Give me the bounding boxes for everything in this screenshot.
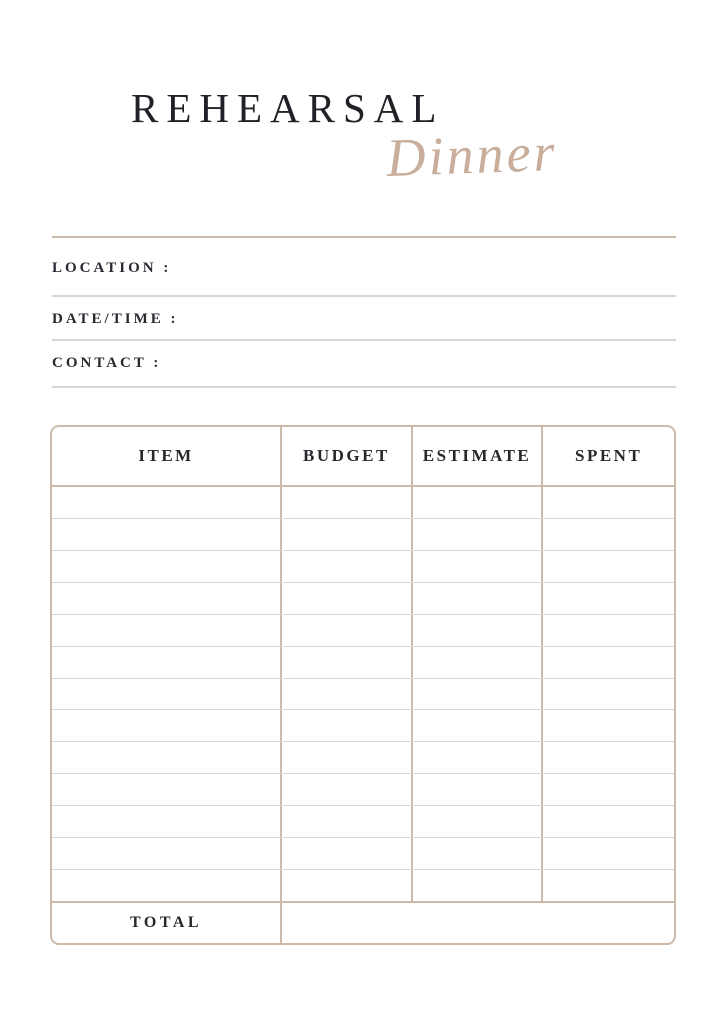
table-row [52, 647, 674, 679]
table-cell[interactable] [413, 742, 544, 773]
table-row [52, 487, 674, 519]
table-cell[interactable] [413, 647, 544, 678]
table-cell[interactable] [52, 551, 282, 582]
table-cell[interactable] [52, 647, 282, 678]
table-row [52, 583, 674, 615]
location-underline [52, 295, 676, 297]
column-header-item: ITEM [52, 427, 282, 485]
table-cell[interactable] [543, 774, 674, 805]
table-row [52, 519, 674, 551]
table-cell[interactable] [413, 806, 544, 837]
table-cell[interactable] [413, 870, 544, 901]
table-row [52, 710, 674, 742]
table-cell[interactable] [282, 710, 413, 741]
table-row [52, 679, 674, 711]
table-row [52, 615, 674, 647]
page-title: REHEARSAL [131, 85, 445, 131]
table-cell[interactable] [52, 742, 282, 773]
column-header-budget: BUDGET [282, 427, 413, 485]
table-cell[interactable] [52, 583, 282, 614]
table-cell[interactable] [413, 838, 544, 869]
table-cell[interactable] [413, 487, 544, 518]
table-cell[interactable] [543, 710, 674, 741]
table-cell[interactable] [282, 806, 413, 837]
budget-table-header [52, 427, 674, 487]
table-cell[interactable] [282, 583, 413, 614]
table-cell[interactable] [543, 615, 674, 646]
table-cell[interactable] [282, 487, 413, 518]
table-cell[interactable] [52, 519, 282, 550]
table-row [52, 838, 674, 870]
field-label-location: LOCATION : [52, 260, 172, 276]
table-cell[interactable] [413, 774, 544, 805]
field-label-date-time: DATE/TIME : [52, 311, 179, 327]
field-label-contact: CONTACT : [52, 355, 162, 371]
date-time-field[interactable] [230, 313, 670, 337]
table-row [52, 774, 674, 806]
table-row [52, 870, 674, 901]
table-cell[interactable] [543, 647, 674, 678]
table-cell[interactable] [52, 774, 282, 805]
table-cell[interactable] [282, 551, 413, 582]
table-row [52, 806, 674, 838]
table-cell[interactable] [413, 615, 544, 646]
table-cell[interactable] [543, 679, 674, 710]
table-cell[interactable] [52, 615, 282, 646]
table-cell[interactable] [543, 742, 674, 773]
page-subtitle-script: Dinner [385, 122, 559, 188]
table-cell[interactable] [52, 487, 282, 518]
total-row [52, 903, 674, 943]
table-cell[interactable] [543, 838, 674, 869]
table-row [52, 742, 674, 774]
top-divider-rule [52, 236, 676, 238]
table-cell[interactable] [282, 519, 413, 550]
table-cell[interactable] [282, 615, 413, 646]
table-cell[interactable] [413, 710, 544, 741]
table-cell[interactable] [52, 710, 282, 741]
location-field[interactable] [230, 268, 670, 292]
table-cell[interactable] [413, 519, 544, 550]
table-cell[interactable] [52, 679, 282, 710]
table-cell[interactable] [543, 870, 674, 901]
table-cell[interactable] [52, 870, 282, 901]
table-cell[interactable] [543, 806, 674, 837]
table-cell[interactable] [543, 583, 674, 614]
budget-table-body [52, 487, 674, 903]
table-cell[interactable] [413, 679, 544, 710]
table-row [52, 551, 674, 583]
budget-table [50, 425, 676, 945]
table-cell[interactable] [543, 487, 674, 518]
table-cell[interactable] [282, 838, 413, 869]
contact-underline [52, 386, 676, 388]
table-cell[interactable] [413, 583, 544, 614]
table-cell[interactable] [543, 519, 674, 550]
table-cell[interactable] [282, 647, 413, 678]
table-cell[interactable] [413, 551, 544, 582]
table-cell[interactable] [543, 551, 674, 582]
date-time-underline [52, 339, 676, 341]
table-cell[interactable] [282, 774, 413, 805]
table-cell[interactable] [282, 679, 413, 710]
table-cell[interactable] [282, 870, 413, 901]
total-label: TOTAL [52, 903, 282, 943]
table-cell[interactable] [52, 838, 282, 869]
table-cell[interactable] [282, 742, 413, 773]
column-header-estimate: ESTIMATE [413, 427, 544, 485]
total-value-cell[interactable] [282, 903, 674, 943]
contact-field[interactable] [230, 358, 670, 382]
column-header-spent: SPENT [575, 446, 643, 465]
table-cell[interactable] [52, 806, 282, 837]
